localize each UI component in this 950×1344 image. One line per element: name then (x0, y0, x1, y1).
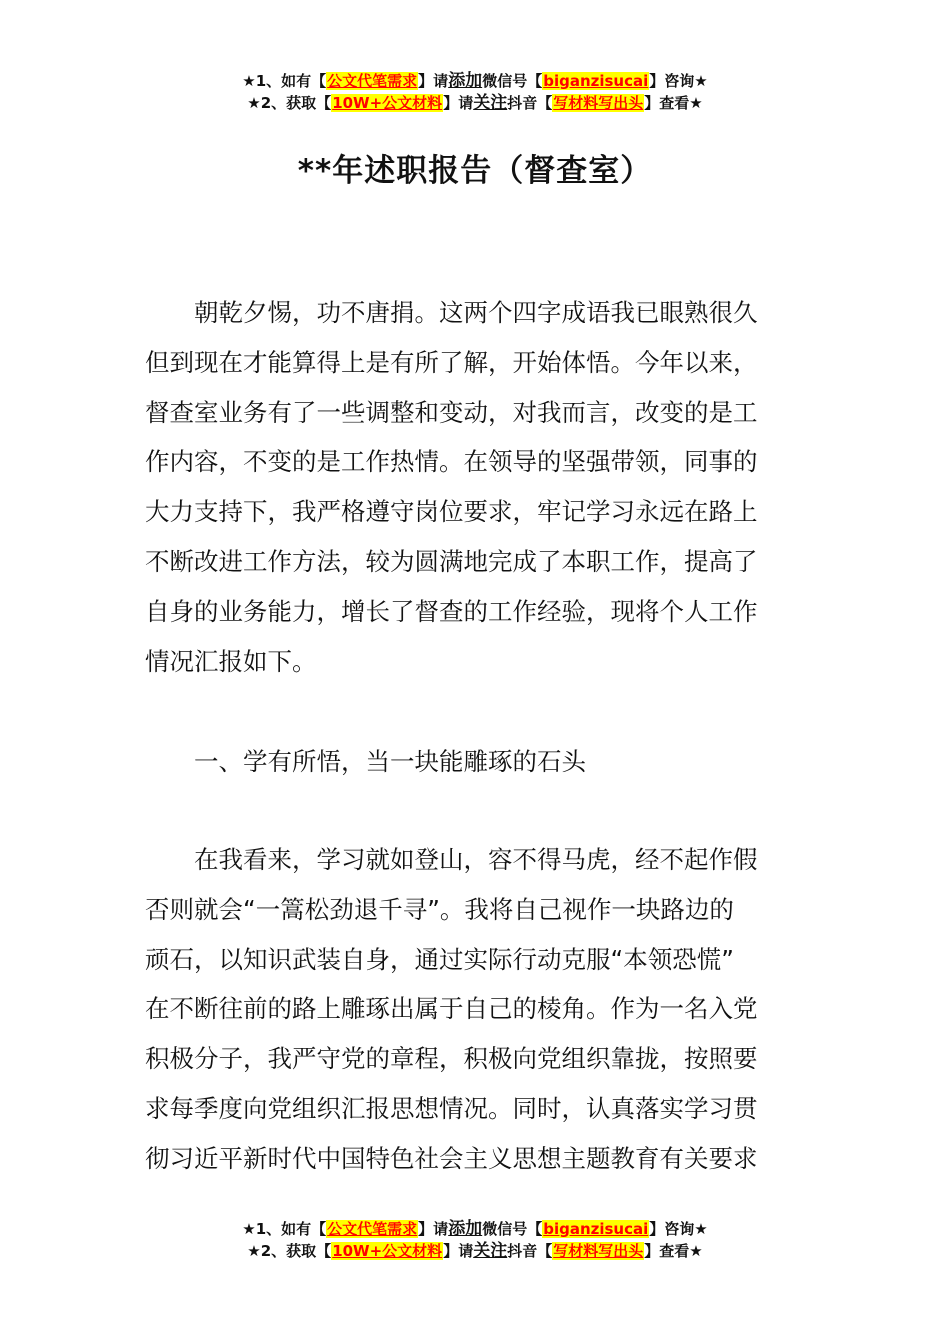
text-line: 自身的业务能力，增长了督查的工作经验，现将个人工作 (145, 596, 758, 626)
heading-text: 一、学有所悟，当一块能雕琢的石头 (194, 747, 586, 776)
paragraph-study (145, 835, 817, 1184)
text-line: 顽石，以知识武装自身，通过实际行动克服“本领恐慌” (145, 944, 734, 974)
banner-highlight: 公文代笔需求 (327, 1220, 418, 1238)
banner-highlight: biganzisucai (543, 1220, 649, 1238)
text-line: 作内容，不变的是工作热情。在领导的坚强带领，同事的 (145, 447, 758, 477)
section-heading (145, 737, 817, 787)
text-line: 情况汇报如下。 (145, 646, 317, 676)
text-line: 彻习近平新时代中国特色社会主义思想主题教育有关要求 (145, 1143, 758, 1173)
text-line: 大力支持下，我严格遵守岗位要求，牢记学习永远在路上 (145, 497, 758, 527)
text-line: 在不断往前的路上雕琢出属于自己的棱角。作为一名入党 (145, 994, 758, 1024)
banner-line-2: ★2、获取【10W+公文材料】请关注抖音【写材料写出头】查看★ (247, 1241, 703, 1261)
banner-highlight: 10W+公文材料 (332, 94, 443, 112)
footer-banner (0, 1218, 950, 1262)
text-line: 否则就会“一篙松劲退千寻”。我将自己视作一块路边的 (145, 894, 734, 924)
text-line: 督查室业务有了一些调整和变动，对我而言，改变的是工 (145, 397, 758, 427)
banner-highlight: 公文代笔需求 (327, 72, 418, 90)
text-line: 在我看来，学习就如登山，容不得马虎，经不起作假 (194, 845, 758, 874)
text-line: 求每季度向党组织汇报思想情况。同时，认真落实学习贯 (145, 1093, 758, 1123)
text-line: 但到现在才能算得上是有所了解，开始体悟。今年以来， (145, 347, 758, 377)
banner-line-1: ★1、如有【公文代笔需求】请添加微信号【biganzisucai】咨询★ (242, 1219, 708, 1239)
document-title: **年述职报告（督查室） (297, 153, 653, 189)
text-line: 朝乾夕惕，功不唐捐。这两个四字成语我已眼熟很久 (194, 298, 758, 327)
banner-line-1: ★1、如有【公文代笔需求】请添加微信号【biganzisucai】咨询★ (242, 71, 708, 91)
banner-line-2: ★2、获取【10W+公文材料】请关注抖音【写材料写出头】查看★ (247, 93, 703, 113)
header-banner (0, 70, 950, 114)
paragraph-intro (145, 288, 817, 686)
text-line: 不断改进工作方法，较为圆满地完成了本职工作，提高了 (145, 546, 758, 576)
text-line: 积极分子，我严守党的章程，积极向党组织靠拢，按照要 (145, 1044, 758, 1074)
banner-highlight: 写材料写出头 (553, 1242, 644, 1260)
banner-highlight: 10W+公文材料 (332, 1242, 443, 1260)
banner-highlight: biganzisucai (543, 72, 649, 90)
banner-highlight: 写材料写出头 (553, 94, 644, 112)
